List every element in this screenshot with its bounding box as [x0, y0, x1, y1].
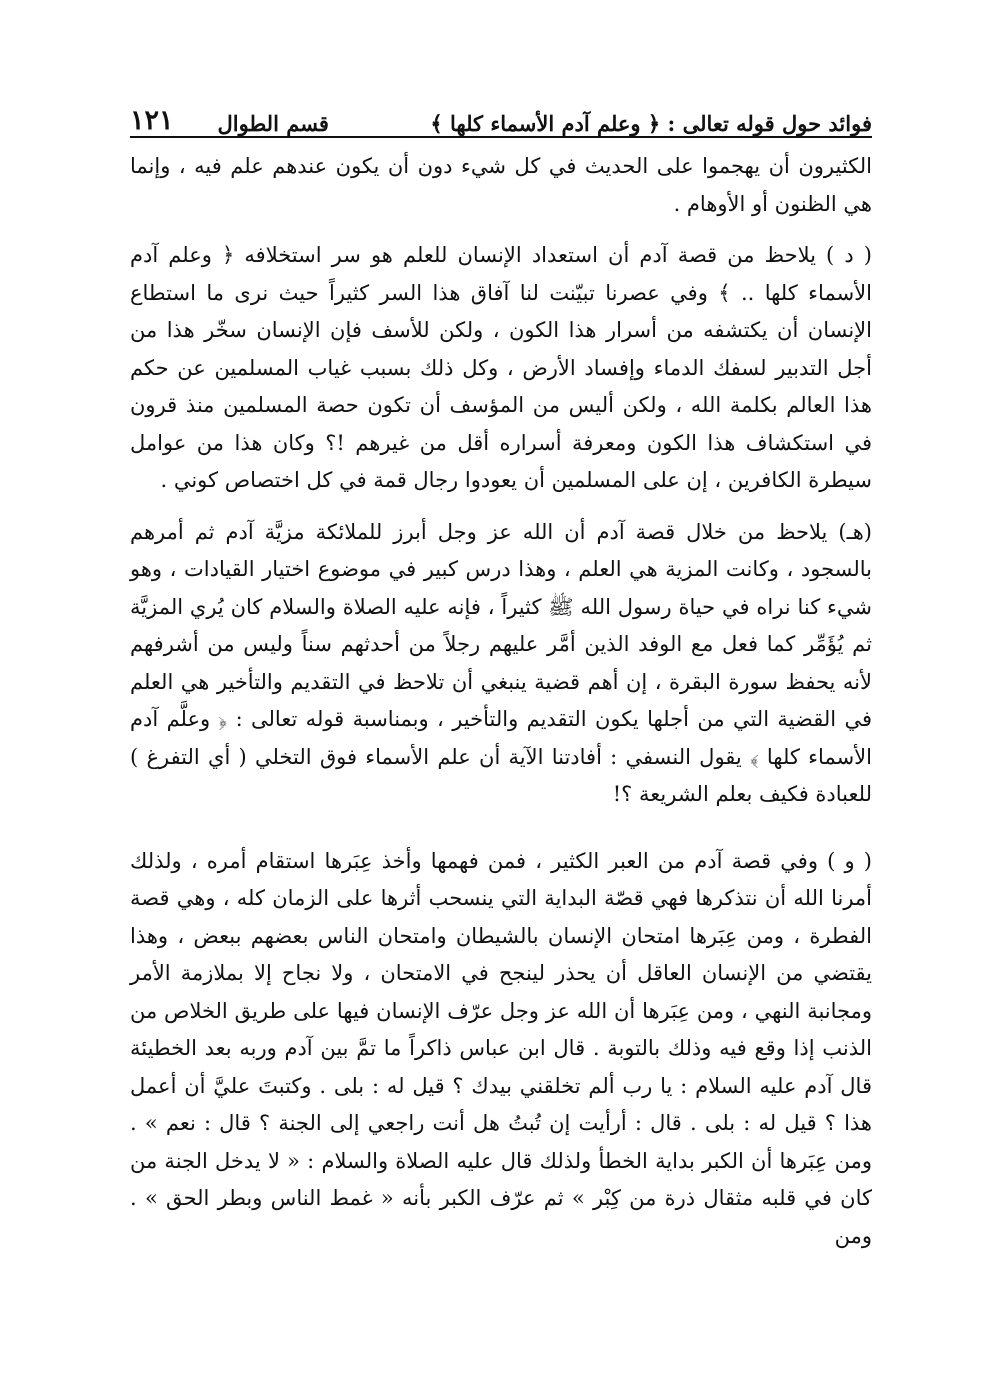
body-text — [130, 148, 872, 1255]
paragraph-d: ( د ) يلاحظ من قصة آدم أن استعداد الإنسان للعلم هو سر استخلافه ﴿ وعلم آدم الأسماء كلها .. ﴾ وفي عصرنا تبيّنت لنا آفاق هذا السر كثيراً حيث نرى ما استطاع الإنسان أن يكتشفه من أسرار هذا الكون ، ولكن للأسف فإن الإنسان سخّر هذا من أجل التدبير لسفك الدماء وإفساد الأرض ، وكل ذلك بسبب غياب المسلمين عن حكم هذا العالم بكلمة الله ، ولكن أليس من المؤسف أن تكون حصة المسلمين منذ قرون في استكشاف هذا الكون ومعرفة أسراره أقل من غيرهم !؟ وكان هذا من عوامل سيطرة الكافرين ، إن على المسلمين أن يعودوا رجال قمة في كل اختصاص كوني . — [130, 243, 872, 492]
page-number: ١٢١ — [130, 105, 174, 136]
paragraph-w: ( و ) وفي قصة آدم من العبر الكثير ، فمن فهمها وأخذ عِبَرها استقام أمره ، ولذلك أمرنا الله أن نتذكرها فهي قصّة البداية التي ينسحب أثرها على الزمان كله ، وهي قصة الفطرة ، ومن عِبَرها امتحان الإنسان بالشيطان وامتحان الناس بعضهم ببعض ، وهذا يقتضي من الإنسان العاقل أن يحذر لينجح في الامتحان ، ولا نجاح إلا بملازمة الأمر ومجانبة النهي ، ومن عِبَرها أن الله عز وجل عرّف الإنسان فيها على طريق الخلاص من الذنب إذا وقع فيه وذلك بالتوبة . قال ابن عباس ذاكراً ما تمَّ بين آدم وربه بعد الخطيئة قال آدم عليه السلام : يا رب ألم تخلقني بيدك ؟ قيل له : بلى . وكتبتَ عليَّ أن أعمل هذا ؟ قيل له : بلى . قال : أرأيت إن تُبتُ هل أنت راجعي إلى الجنة ؟ قال : نعم » . ومن عِبَرها أن الكبر بداية الخطأ ولذلك قال عليه الصلاة والسلام : « لا يدخل الجنة من كان في قلبه مثقال ذرة من كِبْر » ثم عرّف الكبر بأنه « غمط الناس وبطر الحق » . ومن — [130, 848, 872, 1248]
header-left-group — [130, 105, 329, 136]
section-name: قسم الطوال — [217, 111, 329, 136]
chapter-title: فوائد حول قوله تعالى : ﴿ وعلم آدم الأسماء كلها ﴾ — [430, 111, 872, 136]
paragraph-continuation: الكثيرون أن يهجموا على الحديث في كل شيء دون أن يكون عندهم علم فيه ، وإنما هي الظنون أو الأوهام . — [130, 154, 872, 216]
paragraph-h: (هـ) يلاحظ من خلال قصة آدم أن الله عز وجل أبرز للملائكة مزيَّة آدم ثم أمرهم بالسجود ، وكانت المزية هي العلم ، وهذا درس كبير في موضوع اختيار القيادات ، وهو شيء كنا نراه في حياة رسول الله ﷺ كثيراً ، فإنه عليه الصلاة والسلام كان يُري المزيَّة ثم يُؤَمِّر كما فعل مع الوفد الذين أمَّر عليهم رجلاً من أحدثهم سناً وليس من أشرفهم لأنه يحفظ سورة البقرة ، إن أهم قضية ينبغي أن تلاحظ في التقديم والتأخير هي العلم في القضية التي من أجلها يكون التقديم والتأخير ، وبمناسبة قوله تعالى : ﴿ وعلَّم آدم الأسماء كلها ﴾ يقول النسفي : أفادتنا الآية أن علم الأسماء فوق التخلي ( أي التفرغ ) للعبادة فكيف بعلم الشريعة ؟! — [130, 519, 872, 806]
running-header — [130, 94, 872, 138]
